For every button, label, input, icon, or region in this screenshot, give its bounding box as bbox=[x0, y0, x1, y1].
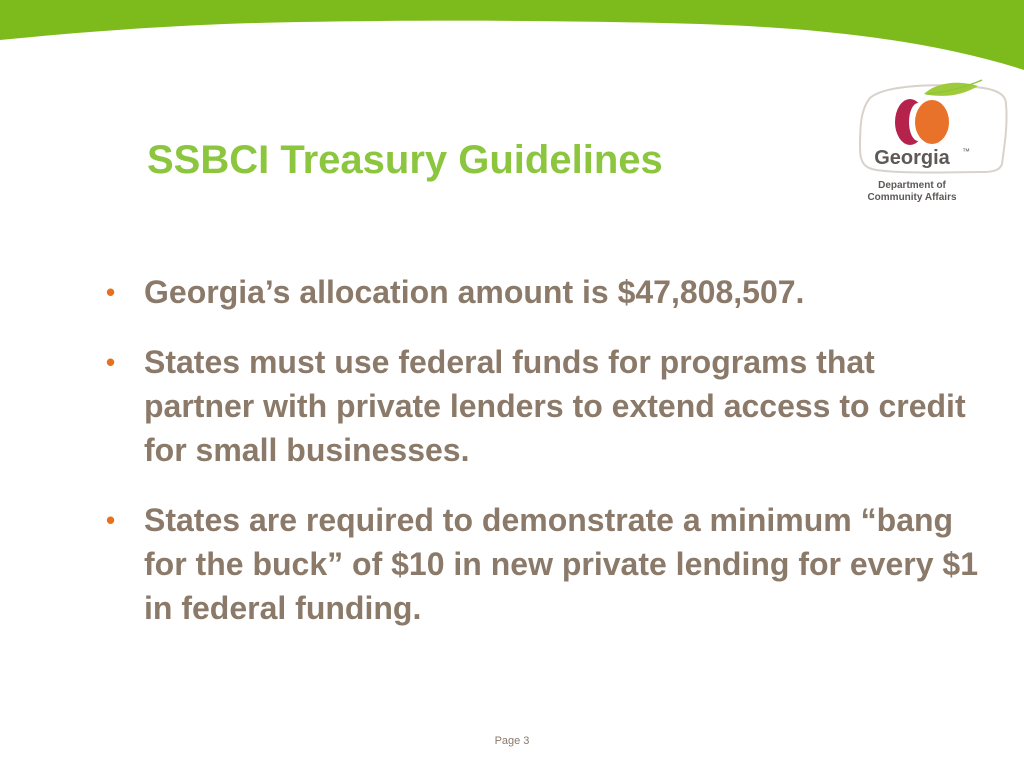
bullet-item-bang-for-buck bbox=[100, 498, 980, 630]
bullet-item-allocation bbox=[100, 270, 980, 314]
bullet-item-federal-funds bbox=[100, 340, 980, 472]
top-green-swoosh bbox=[0, 0, 1024, 80]
logo-dept-line2: Community Affairs bbox=[867, 192, 957, 203]
logo-trademark: ™ bbox=[962, 147, 970, 156]
bullet-text: States are required to demonstrate a minimum “bang for the buck” of $10 in new private lending for every $1 in federal funding. bbox=[144, 502, 978, 626]
bullet-marker: • bbox=[106, 277, 116, 307]
bullet-marker: • bbox=[106, 347, 116, 377]
logo-graphic bbox=[856, 78, 1012, 206]
logo-dept-line1: Department of bbox=[878, 180, 946, 191]
page-number: Page 3 bbox=[494, 735, 530, 747]
peach-orange-icon bbox=[915, 100, 949, 144]
bullet-text: Georgia’s allocation amount is $47,808,507. bbox=[144, 274, 805, 310]
georgia-dca-logo bbox=[856, 78, 1012, 206]
bullet-text: States must use federal funds for programs that partner with private lenders to extend access to credit for small businesses. bbox=[144, 344, 966, 468]
logo-georgia-text: Georgia bbox=[874, 147, 950, 169]
slide-title: SSBCI Treasury Guidelines bbox=[147, 138, 663, 182]
bullet-marker: • bbox=[106, 505, 116, 535]
bullet-list bbox=[100, 270, 980, 656]
